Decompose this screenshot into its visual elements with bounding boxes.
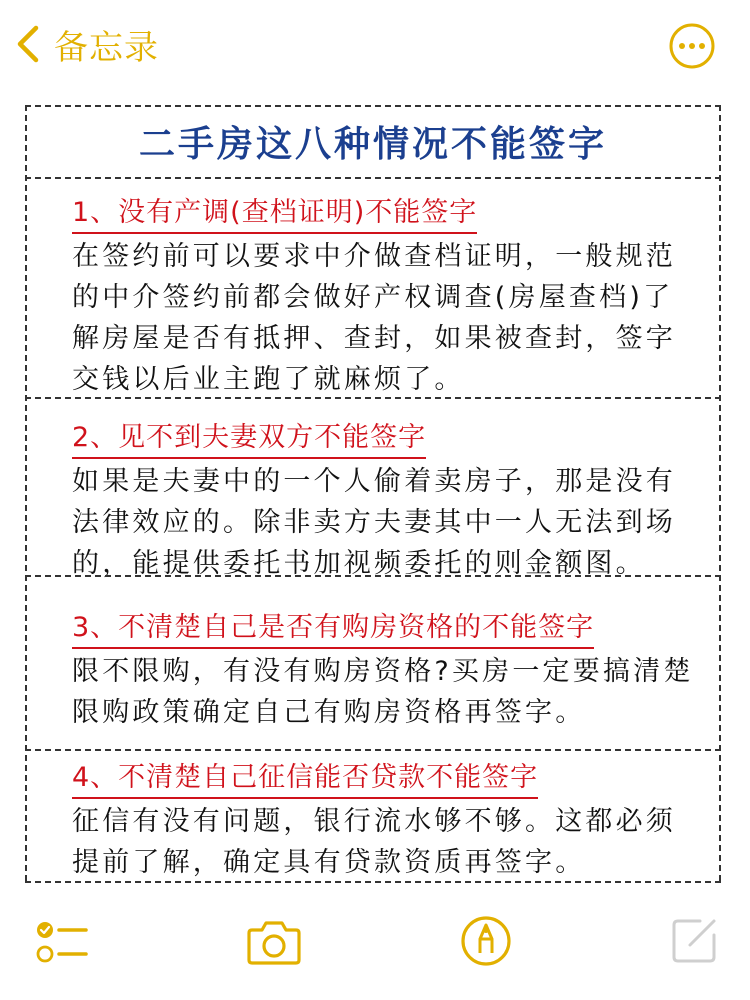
section-title: 4、不清楚自己征信能否贷款不能签字 [72,760,538,799]
section-2 [72,420,712,584]
divider [25,397,721,399]
section-3 [72,610,712,733]
note-title: 二手房这八种情况不能签字 [138,123,607,165]
compose-icon[interactable] [670,915,720,965]
section-body: 在签约前可以要求中介做查档证明，一般规范 的中介签约前都会做好产权调查(房屋查档)了 解房屋是否有抵押、查封，如果被查封，签字 交钱以后业主跑了就麻烦了。 [72,241,676,395]
section-title: 2、见不到夫妻双方不能签字 [72,420,426,459]
section-4 [72,760,712,883]
section-body: 如果是夫妻中的一个人偷着卖房子，那是没有 法律效应的。除非卖方夫妻其中一人无法到场 的，能提供委托书加视频委托的则金额图。 [72,466,676,579]
back-label: 备忘录 [54,27,159,68]
navigation-bar [0,0,750,90]
divider [25,177,721,179]
section-1 [72,195,712,400]
section-body: 征信有没有问题，银行流水够不够。这都必须 提前了解，确定具有贷款资质再签字。 [72,806,676,878]
section-body: 限不限购，有没有购房资格?买房一定要搞清楚 限购政策确定自己有购房资格再签字。 [72,656,694,728]
section-title: 1、没有产调(查档证明)不能签字 [72,195,477,234]
camera-icon[interactable] [246,918,302,966]
bottom-toolbar [0,900,750,1000]
divider [25,575,721,577]
back-button[interactable] [14,22,159,66]
divider [25,749,721,751]
note-content[interactable] [25,105,721,881]
checklist-icon[interactable] [34,916,90,972]
more-icon[interactable] [668,22,716,70]
chevron-left-icon [14,24,44,64]
divider [25,881,721,883]
section-title: 3、不清楚自己是否有购房资格的不能签字 [72,610,594,649]
markup-pen-icon[interactable] [460,915,512,967]
